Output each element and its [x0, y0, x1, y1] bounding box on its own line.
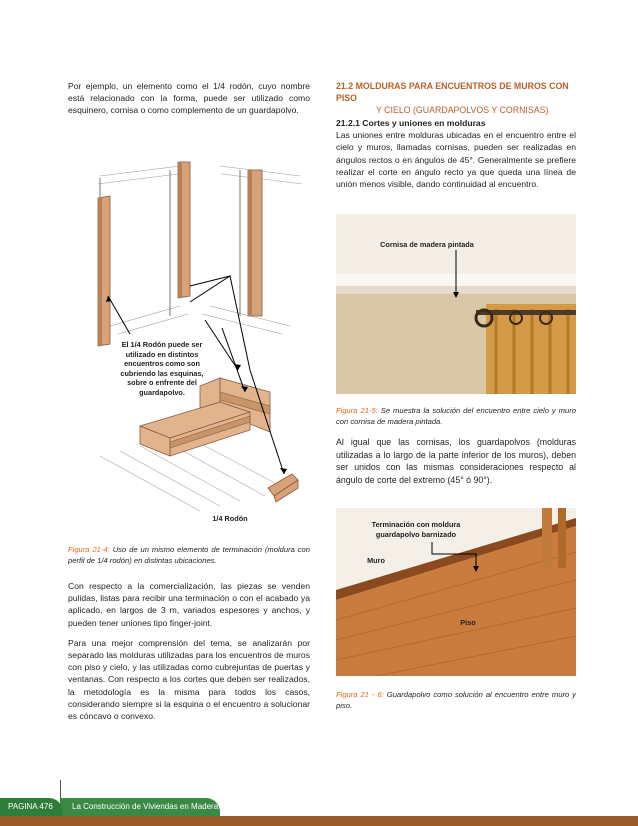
photo-guardapolvo [336, 508, 576, 676]
rodon-label: 1/4 Rodón [212, 514, 248, 523]
commercialization-paragraph: Con respecto a la comercialización, las piezas se venden pulidas, listas para recibir una terminación o con el acabado ya aplicado, en largos de 3 m, variados espesores y anchos, y pueden tener uniones tipo finger-joint. [68, 581, 310, 628]
cornisa-label: Cornisa de madera pintada [380, 240, 474, 249]
figure-21-4-caption [68, 545, 310, 566]
caption-label: Figura 21-4: [68, 545, 110, 554]
caption-text: Uso de un mismo elemento de terminación (moldura con perfil de 1/4 rodón) en distintas ubicaciones. [68, 545, 310, 565]
footer-page-number: PAGINA 476 [0, 798, 63, 816]
caption-label: Figura 21-5: [336, 406, 378, 415]
left-body [68, 580, 310, 730]
callout-text: El 1/4 Rodón puede ser utilizado en distintos encuentros como son cubriendo las esquinas, sobre o enfrente del guardapolvo. [120, 340, 204, 397]
caption-label: Figura 21 - 6: [336, 690, 384, 699]
footer-book-title: La Construcción de Viviendas en Madera [60, 798, 220, 816]
section-title [336, 80, 576, 116]
analysis-paragraph: Para una mejor comprensión del tema, se analizarán por separado las molduras utilizadas para los encuentros de muros con piso y cielo, y las utilizadas como cubrejuntas de puertas y ventanas. Con respecto a los cortes que deben ser realizados, la metodología es la misma para todos los casos, considerando siempre si la esquina o el encuentro a solucionar es cóncavo o convexo. [68, 637, 310, 722]
subheading: 21.2.1 Cortes y uniones en molduras [336, 118, 486, 128]
terminacion-label: Terminación con moldura guardapolvo barnizado [371, 520, 461, 539]
piso-label: Piso [460, 618, 476, 627]
intro-paragraph: Por ejemplo, un elemento como el 1/4 rodón, cuyo nombre está relacionado con la forma, puede ser utilizado como esquinero, cornisa o como complemento de un guardapolvo. [68, 81, 310, 116]
figure-21-4 [70, 156, 320, 526]
right-body [336, 436, 576, 494]
guardapolvo-paragraph: Al igual que las cornisas, los guardapolvos (molduras utilizadas a lo largo de la parte inferior de los muros), deben ser unidos con las mismas consideraciones respecto al ángulo de corte del extremo (45° ó 90°). [336, 437, 576, 485]
caption-text: Se muestra la solución del encuentro entre cielo y muro con cornisa de madera pintada. [336, 406, 576, 426]
left-column [68, 80, 310, 125]
section-title-line1: 21.2 MOLDURAS PARA ENCUENTROS DE MUROS CON PISO [336, 81, 569, 103]
footer-strip [0, 816, 638, 826]
section-title-line2: Y CIELO (GUARDAPOLVOS Y CORNISAS) [376, 105, 549, 115]
cornisa-paragraph: Las uniones entre molduras ubicadas en el encuentro entre el cielo y muros, llamadas cornisas, pueden ser realizadas en ángulos rectos o en ángulos de 45°. Generalmente se prefiere realizar el corte en ángulo recto ya que queda una línea de unión menos visible, dando continuidad al encuentro. [336, 130, 576, 190]
photo-cornisa [336, 214, 576, 394]
muro-label: Muro [367, 556, 385, 565]
figure-21-6-caption [336, 690, 576, 711]
figure-21-5-caption [336, 406, 576, 427]
right-intro [336, 117, 576, 198]
caption-text: Guardapolvo como solución al encuentro entre muro y piso. [336, 690, 576, 710]
